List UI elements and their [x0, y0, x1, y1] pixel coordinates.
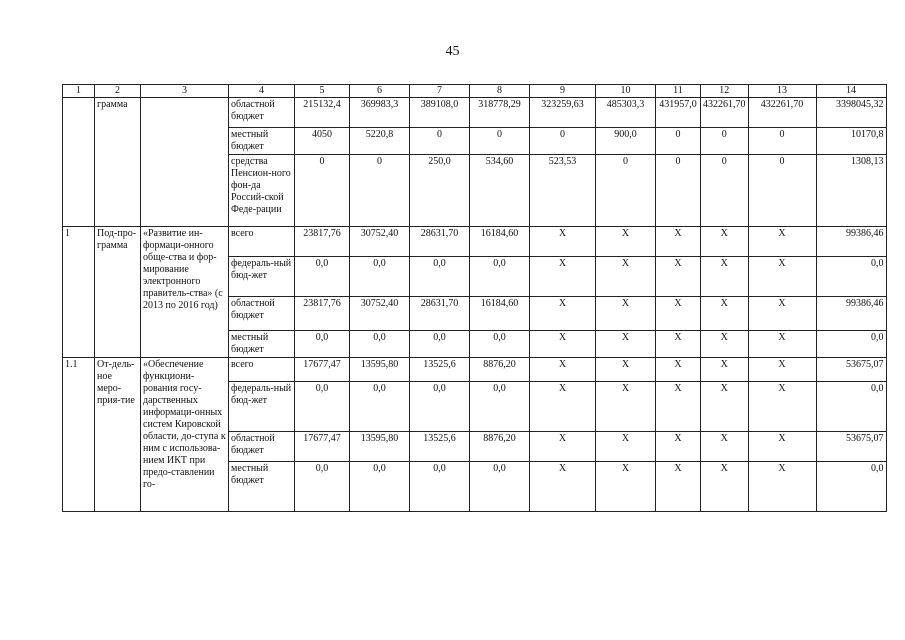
value-cell: X	[596, 382, 656, 432]
value-cell: 0,0	[295, 257, 350, 297]
value-cell: 30752,40	[350, 297, 410, 331]
value-cell: X	[656, 382, 701, 432]
value-cell: 13595,80	[350, 432, 410, 462]
row-number-cell	[63, 98, 95, 227]
value-cell: 0,0	[470, 257, 530, 297]
total-cell: 10170,8	[816, 128, 886, 155]
total-cell: 0,0	[816, 331, 886, 358]
value-cell: 0	[701, 155, 749, 227]
value-cell: 323259,63	[530, 98, 596, 128]
value-cell: X	[596, 227, 656, 257]
value-cell: 0,0	[350, 462, 410, 512]
value-cell: X	[656, 462, 701, 512]
value-cell: 534,60	[470, 155, 530, 227]
value-cell: X	[530, 227, 596, 257]
column-number-row	[63, 85, 887, 98]
item-title-cell: «Обеспечение функциони-рования госу-дарственных информаци-онных систем Кировской области, до-ступа к ним с использова-нием ИКТ при предо-ставлении го-	[141, 358, 229, 512]
value-cell: X	[748, 358, 816, 382]
value-cell: X	[530, 382, 596, 432]
value-cell: 0,0	[470, 462, 530, 512]
row-number-cell: 1.1	[63, 358, 95, 512]
value-cell: X	[656, 358, 701, 382]
value-cell: X	[596, 358, 656, 382]
value-cell: 0	[748, 155, 816, 227]
value-cell: 523,53	[530, 155, 596, 227]
value-cell: 485303,3	[596, 98, 656, 128]
value-cell: 900,0	[596, 128, 656, 155]
column-number: 9	[530, 85, 596, 98]
value-cell: 4050	[295, 128, 350, 155]
item-type-cell: Под-про-грамма	[95, 227, 141, 358]
total-cell: 1308,13	[816, 155, 886, 227]
value-cell: 0	[656, 128, 701, 155]
value-cell: X	[701, 432, 749, 462]
value-cell: 0	[530, 128, 596, 155]
value-cell: 13525,6	[410, 358, 470, 382]
funding-source-cell: всего	[229, 358, 295, 382]
value-cell: X	[701, 382, 749, 432]
value-cell: X	[701, 358, 749, 382]
funding-source-cell: федераль-ный бюд-жет	[229, 382, 295, 432]
total-cell: 0,0	[816, 462, 886, 512]
value-cell: X	[748, 462, 816, 512]
value-cell: 8876,20	[470, 432, 530, 462]
value-cell: 16184,60	[470, 297, 530, 331]
value-cell: 0,0	[295, 331, 350, 358]
value-cell: 0,0	[410, 462, 470, 512]
total-cell: 53675,07	[816, 358, 886, 382]
value-cell: 0	[470, 128, 530, 155]
value-cell: 16184,60	[470, 227, 530, 257]
total-cell: 99386,46	[816, 297, 886, 331]
value-cell: X	[530, 462, 596, 512]
value-cell: 0,0	[470, 382, 530, 432]
total-cell: 0,0	[816, 382, 886, 432]
column-number: 8	[470, 85, 530, 98]
value-cell: 432261,70	[748, 98, 816, 128]
value-cell: X	[748, 227, 816, 257]
value-cell: 17677,47	[295, 358, 350, 382]
value-cell: 5220,8	[350, 128, 410, 155]
value-cell: X	[530, 358, 596, 382]
value-cell: 0,0	[295, 382, 350, 432]
value-cell: 0,0	[410, 382, 470, 432]
value-cell: X	[701, 257, 749, 297]
value-cell: 0,0	[350, 257, 410, 297]
value-cell: X	[656, 227, 701, 257]
value-cell: 0	[410, 128, 470, 155]
value-cell: 0	[701, 128, 749, 155]
value-cell: 389108,0	[410, 98, 470, 128]
item-type-cell: От-дель-ное меро-прия-тие	[95, 358, 141, 512]
value-cell: X	[701, 462, 749, 512]
funding-source-cell: местный бюджет	[229, 128, 295, 155]
value-cell: 0	[295, 155, 350, 227]
value-cell: X	[596, 432, 656, 462]
column-number: 12	[701, 85, 749, 98]
value-cell: X	[701, 227, 749, 257]
value-cell: X	[596, 331, 656, 358]
funding-source-cell: всего	[229, 227, 295, 257]
column-number: 7	[410, 85, 470, 98]
row-number-cell: 1	[63, 227, 95, 358]
funding-source-cell: областной бюджет	[229, 297, 295, 331]
page-number: 45	[445, 44, 460, 59]
value-cell: 28631,70	[410, 227, 470, 257]
column-number: 13	[748, 85, 816, 98]
value-cell: 0	[748, 128, 816, 155]
value-cell: 369983,3	[350, 98, 410, 128]
value-cell: X	[748, 297, 816, 331]
funding-source-cell: местный бюджет	[229, 462, 295, 512]
table-row	[63, 358, 887, 382]
value-cell: 0,0	[410, 331, 470, 358]
value-cell: X	[530, 432, 596, 462]
column-number: 2	[95, 85, 141, 98]
value-cell: 432261,70	[701, 98, 749, 128]
value-cell: X	[596, 257, 656, 297]
value-cell: 0	[350, 155, 410, 227]
column-number: 5	[295, 85, 350, 98]
column-number: 10	[596, 85, 656, 98]
funding-source-cell: областной бюджет	[229, 98, 295, 128]
value-cell: 0,0	[295, 462, 350, 512]
column-number: 4	[229, 85, 295, 98]
value-cell: 28631,70	[410, 297, 470, 331]
value-cell: 13525,6	[410, 432, 470, 462]
value-cell: X	[748, 382, 816, 432]
total-cell: 0,0	[816, 257, 886, 297]
value-cell: 13595,80	[350, 358, 410, 382]
value-cell: 0,0	[350, 331, 410, 358]
value-cell: 0	[596, 155, 656, 227]
value-cell: X	[748, 432, 816, 462]
column-number: 1	[63, 85, 95, 98]
value-cell: 215132,4	[295, 98, 350, 128]
value-cell: 250,0	[410, 155, 470, 227]
funding-source-cell: федераль-ный бюд-жет	[229, 257, 295, 297]
value-cell: X	[596, 462, 656, 512]
column-number: 14	[816, 85, 886, 98]
funding-source-cell: областной бюджет	[229, 432, 295, 462]
value-cell: 17677,47	[295, 432, 350, 462]
column-number: 6	[350, 85, 410, 98]
value-cell: X	[748, 331, 816, 358]
column-number: 11	[656, 85, 701, 98]
item-title-cell	[141, 98, 229, 227]
value-cell: X	[701, 297, 749, 331]
table-row	[63, 227, 887, 257]
budget-table	[62, 84, 887, 512]
value-cell: 0	[656, 155, 701, 227]
value-cell: 8876,20	[470, 358, 530, 382]
column-number: 3	[141, 85, 229, 98]
value-cell: X	[596, 297, 656, 331]
value-cell: X	[530, 331, 596, 358]
value-cell: 23817,76	[295, 227, 350, 257]
value-cell: X	[656, 257, 701, 297]
total-cell: 53675,07	[816, 432, 886, 462]
value-cell: 23817,76	[295, 297, 350, 331]
value-cell: X	[530, 257, 596, 297]
value-cell: 0,0	[350, 382, 410, 432]
total-cell: 3398045,32	[816, 98, 886, 128]
item-title-cell: «Развитие ин-формаци-онного обще-ства и фор-мирование электронного правитель-ства» (с 2013 по 2016 год)	[141, 227, 229, 358]
funding-source-cell: средства Пенсион-ного фон-да Россий-ской Феде-рации	[229, 155, 295, 227]
value-cell: 431957,0	[656, 98, 701, 128]
item-type-cell: грамма	[95, 98, 141, 227]
table-row	[63, 98, 887, 128]
value-cell: X	[656, 331, 701, 358]
value-cell: X	[701, 331, 749, 358]
value-cell: X	[656, 432, 701, 462]
value-cell: 30752,40	[350, 227, 410, 257]
value-cell: X	[530, 297, 596, 331]
value-cell: 318778,29	[470, 98, 530, 128]
value-cell: X	[748, 257, 816, 297]
funding-source-cell: местный бюджет	[229, 331, 295, 358]
value-cell: 0,0	[410, 257, 470, 297]
total-cell: 99386,46	[816, 227, 886, 257]
value-cell: X	[656, 297, 701, 331]
value-cell: 0,0	[470, 331, 530, 358]
